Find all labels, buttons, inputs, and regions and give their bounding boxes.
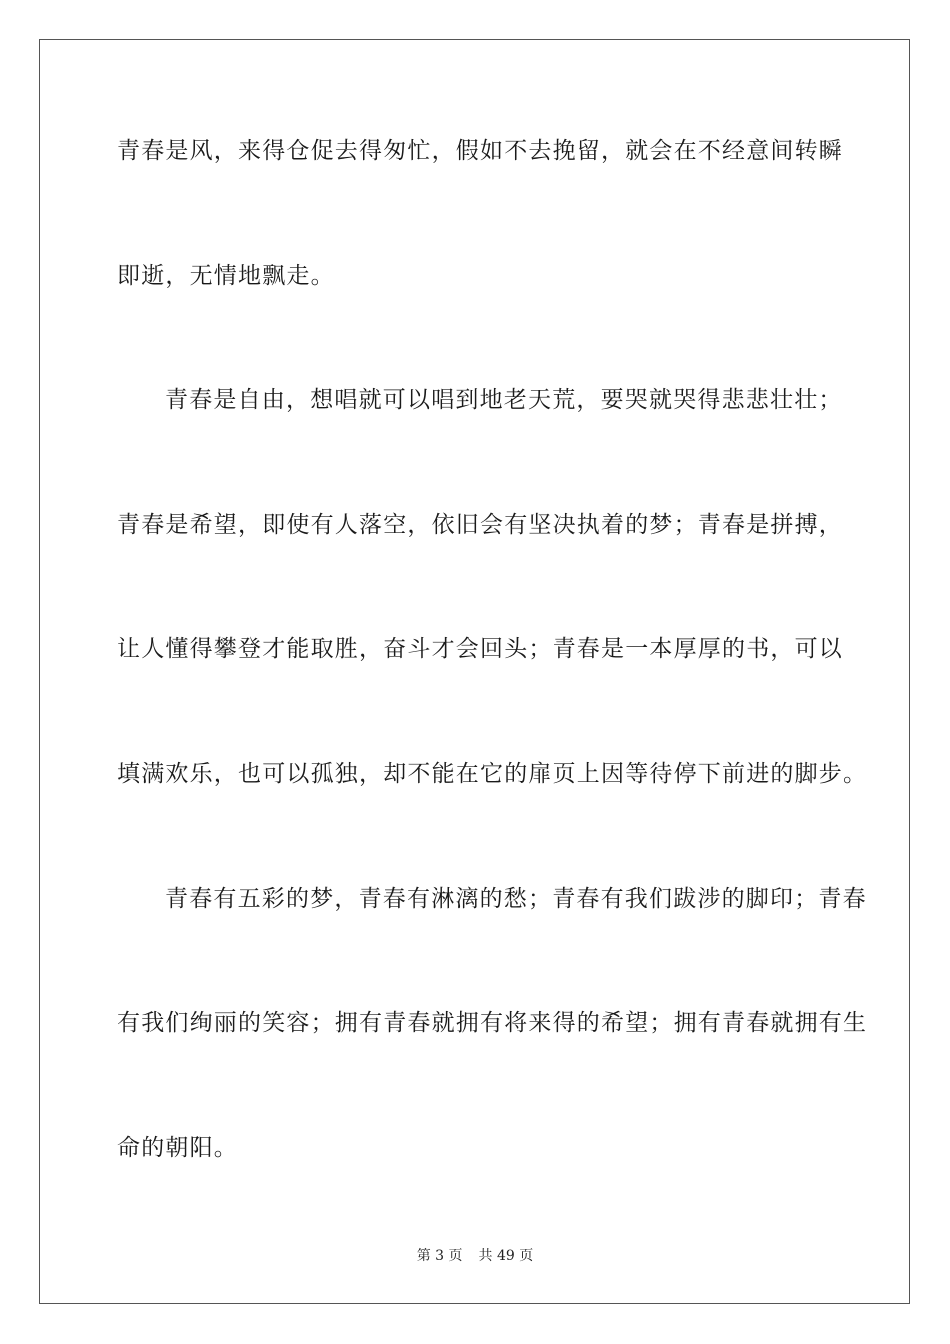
page-number: 第 3 页	[416, 1248, 463, 1264]
text-line-2: 即逝，无情地飘走。	[117, 263, 335, 289]
text-line-7: 青春有五彩的梦，青春有淋漓的愁；青春有我们跋涉的脚印；青春	[165, 886, 867, 912]
page-footer	[0, 1247, 950, 1265]
text-line-8: 有我们绚丽的笑容；拥有青春就拥有将来得的希望；拥有青春就拥有生	[117, 1010, 868, 1036]
text-line-9: 命的朝阳。	[117, 1135, 238, 1161]
text-line-3: 青春是自由，想唱就可以唱到地老天荒，要哭就哭得悲悲壮壮；	[165, 387, 843, 413]
text-line-6: 填满欢乐，也可以孤独，却不能在它的扉页上因等待停下前进的脚步。	[117, 761, 868, 787]
page-frame	[39, 39, 910, 1304]
text-line-5: 让人懂得攀登才能取胜，奋斗才会回头；青春是一本厚厚的书，可以	[117, 636, 843, 662]
page-total: 共 49 页	[478, 1248, 534, 1264]
text-line-4: 青春是希望，即使有人落空，依旧会有坚决执着的梦；青春是拼搏，	[117, 512, 843, 538]
text-line-1: 青春是风，来得仓促去得匆忙，假如不去挽留，就会在不经意间转瞬	[117, 138, 843, 164]
